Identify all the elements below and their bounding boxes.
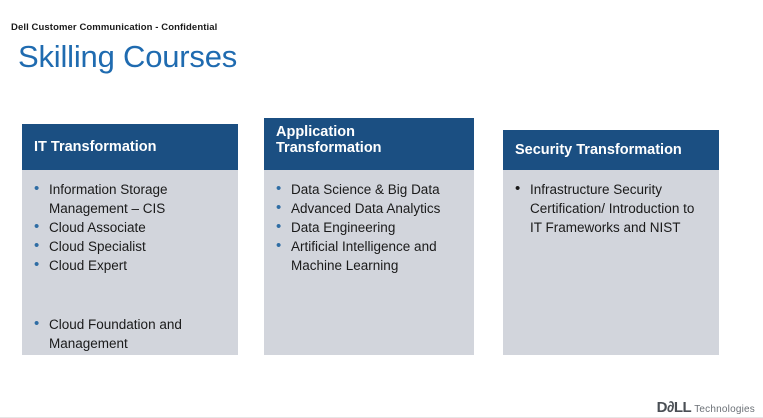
list-item: • Data Engineering: [274, 218, 462, 237]
bullet-list-sec: [513, 180, 707, 237]
bullet-list-it: [32, 180, 226, 275]
list-item: • Cloud Associate: [32, 218, 226, 237]
card-body-app: [264, 170, 474, 355]
list-item: • Data Science & Big Data: [274, 180, 462, 199]
list-item: • Artificial Intelligence and Machine Learning: [274, 237, 462, 275]
card-it-transformation: [22, 124, 238, 355]
card-header-it: IT Transformation: [22, 124, 238, 170]
card-body-sec: [503, 170, 719, 355]
dell-wordmark: D∂LL: [656, 399, 692, 416]
card-header-sec: Security Transformation: [503, 130, 719, 170]
confidentiality-label: Dell Customer Communication - Confidential: [11, 22, 218, 33]
card-application-transformation: [264, 118, 474, 355]
list-item: • Infrastructure Security Certification/ Introduction to IT Frameworks and NIST: [513, 180, 707, 237]
list-item-overlap-it: • Cloud Foundation and Management: [32, 315, 245, 353]
bullet-list-app: [274, 180, 462, 275]
dell-technologies-logo: [657, 399, 755, 416]
list-item: • Advanced Data Analytics: [274, 199, 462, 218]
card-header-app: Application Transformation: [264, 118, 474, 170]
list-item: • Cloud Expert: [32, 256, 226, 275]
page-title: Skilling Courses: [18, 39, 238, 74]
card-security-transformation: [503, 130, 719, 355]
technologies-wordmark: Technologies: [694, 404, 755, 415]
list-item: • Information Storage Management – CIS: [32, 180, 226, 218]
list-item: • Cloud Specialist: [32, 237, 226, 256]
